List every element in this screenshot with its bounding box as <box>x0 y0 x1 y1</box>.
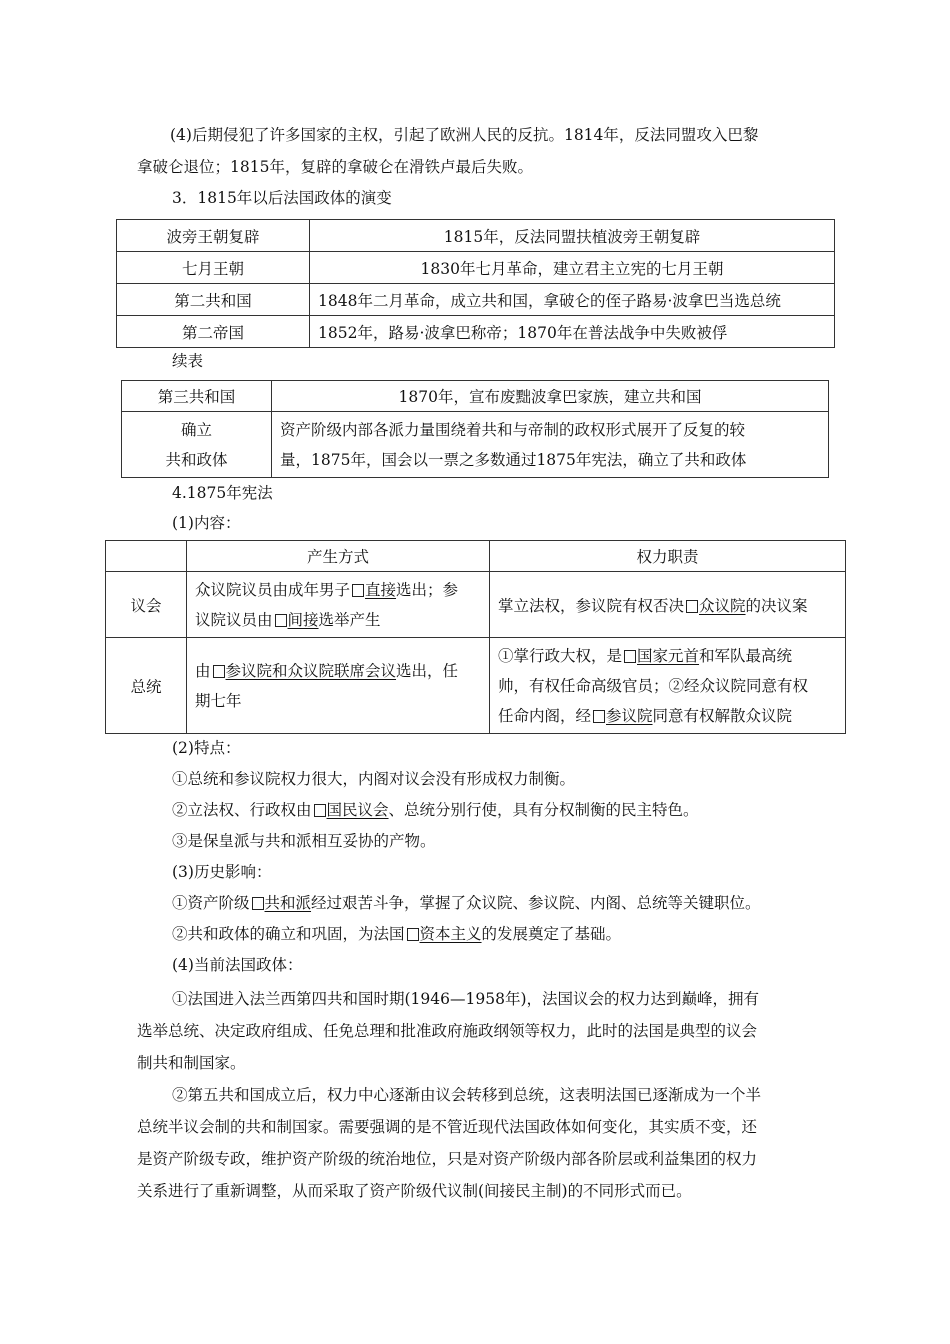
blank-box <box>213 665 225 678</box>
regime-name <box>122 412 272 478</box>
text: 掌立法权，参议院有权否决 <box>498 596 685 615</box>
answer-text: 共和派 <box>264 894 312 912</box>
header-method: 产生方式 <box>187 541 490 572</box>
paragraph-line: 制共和制国家。 <box>137 1054 246 1072</box>
regime-name-line: 确立 <box>180 420 212 439</box>
regime-name-line: 共和政体 <box>165 450 228 469</box>
subsection-label: (1)内容： <box>172 514 241 532</box>
answer-text: 国家元首 <box>637 646 700 665</box>
answer-text: 参议院和众议院联席会议 <box>225 661 397 680</box>
section-title: 3．1815年以后法国政体的演变 <box>172 189 392 207</box>
blank-box <box>352 584 364 597</box>
president-power <box>490 638 846 734</box>
regime-name: 第二共和国 <box>117 284 310 316</box>
parliament-power <box>490 572 846 638</box>
paragraph-line: ①法国进入法兰西第四共和国时期(1946—1958年)，法国议会的权力达到巅峰，拥有 <box>172 990 759 1008</box>
text: 期七年 <box>195 691 242 710</box>
blank-box <box>252 897 264 910</box>
blank-box <box>407 928 419 941</box>
feature-item: ①总统和参议院权力很大，内阁对议会没有形成权力制衡。 <box>172 770 576 788</box>
header-power: 权力职责 <box>490 541 846 572</box>
regime-desc: 1848年二月革命，成立共和国，拿破仑的侄子路易·波拿巴当选总统 <box>310 284 835 316</box>
paragraph-line: (4)后期侵犯了许多国家的主权，引起了欧洲人民的反抗。1814年，反法同盟攻入巴黎 <box>170 126 759 144</box>
regime-desc: 1830年七月革命，建立君主立宪的七月王朝 <box>310 252 835 284</box>
text: 的发展奠定了基础。 <box>481 925 622 943</box>
answer-text: 国民议会 <box>326 801 389 819</box>
blank-box <box>624 650 636 663</box>
subsection-label: (4)当前法国政体： <box>172 956 303 974</box>
continued-label: 续表 <box>172 352 204 370</box>
paragraph-line: 是资产阶级专政，维护资产阶级的统治地位，只是对资产阶级内部各阶层或利益集团的权力 <box>137 1150 758 1168</box>
text: 和军队最高统 <box>699 646 793 665</box>
text: ②立法权、行政权由 <box>172 801 312 819</box>
feature-item <box>172 800 699 820</box>
regime-name: 波旁王朝复辟 <box>117 220 310 252</box>
text: 选出；参 <box>396 580 459 599</box>
regime-desc: 1815年，反法同盟扶植波旁王朝复辟 <box>310 220 835 252</box>
blank-box <box>686 600 698 613</box>
feature-item: ③是保皇派与共和派相互妥协的产物。 <box>172 832 436 850</box>
text: 的决议案 <box>745 596 808 615</box>
regime-table-continued <box>121 380 829 478</box>
text: ②共和政体的确立和巩固，为法国 <box>172 925 405 943</box>
impact-item <box>172 893 761 913</box>
text: 众议院议员由成年男子 <box>195 580 351 599</box>
parliament-method <box>187 572 490 638</box>
impact-item <box>172 924 621 944</box>
regime-desc-line: 量，1875年，国会以一票之多数通过1875年宪法，确立了共和政体 <box>280 450 747 469</box>
regime-desc: 1870年，宣布废黜波拿巴家族，建立共和国 <box>272 381 829 412</box>
text: 议院议员由 <box>195 610 273 629</box>
blank-box <box>275 614 287 627</box>
regime-name: 第三共和国 <box>122 381 272 412</box>
text: 选出，任 <box>396 661 459 680</box>
text: 由 <box>195 661 211 680</box>
subsection-label: (3)历史影响： <box>172 863 272 881</box>
regime-name: 第二帝国 <box>117 316 310 348</box>
president-method <box>187 638 490 734</box>
row-label-president: 总统 <box>106 638 187 734</box>
answer-text: 众议院 <box>699 596 746 615</box>
answer-text: 参议院 <box>606 706 653 725</box>
regime-table <box>116 219 835 348</box>
text: 、总统分别行使，具有分权制衡的民主特色。 <box>388 801 699 819</box>
section-title: 4.1875年宪法 <box>172 484 273 502</box>
regime-name: 七月王朝 <box>117 252 310 284</box>
text: 帅，有权任命高级官员；②经众议院同意有权 <box>498 676 809 695</box>
text: ①掌行政大权，是 <box>498 646 623 665</box>
answer-text: 资本主义 <box>419 925 482 943</box>
paragraph-line: 关系进行了重新调整，从而采取了资产阶级代议制(间接民主制)的不同形式而已。 <box>137 1182 692 1200</box>
text: ①资产阶级 <box>172 894 250 912</box>
text: 选举产生 <box>318 610 381 629</box>
header-empty <box>106 541 187 572</box>
regime-desc: 1852年，路易·波拿巴称帝；1870年在普法战争中失败被俘 <box>310 316 835 348</box>
paragraph-line: ②第五共和国成立后，权力中心逐渐由议会转移到总统，这表明法国已逐渐成为一个半 <box>172 1086 762 1104</box>
text: 同意有权解散众议院 <box>652 706 793 725</box>
constitution-table <box>105 540 846 734</box>
blank-box <box>314 804 326 817</box>
paragraph-line: 拿破仑退位；1815年，复辟的拿破仑在滑铁卢最后失败。 <box>137 158 533 176</box>
regime-desc-line: 资产阶级内部各派力量围绕着共和与帝制的政权形式展开了反复的较 <box>280 420 746 439</box>
row-label-parliament: 议会 <box>106 572 187 638</box>
subsection-label: (2)特点： <box>172 739 241 757</box>
paragraph-line: 总统半议会制的共和制国家。需要强调的是不管近现代法国政体如何变化，其实质不变，还 <box>137 1118 758 1136</box>
paragraph-line: 选举总统、决定政府组成、任免总理和批准政府施政纲领等权力，此时的法国是典型的议会 <box>137 1022 758 1040</box>
answer-text: 间接 <box>287 610 319 629</box>
regime-desc <box>272 412 829 478</box>
text: 经过艰苦斗争，掌握了众议院、参议院、内阁、总统等关键职位。 <box>311 894 761 912</box>
text: 任命内阁，经 <box>498 706 592 725</box>
answer-text: 直接 <box>365 580 397 599</box>
blank-box <box>593 710 605 723</box>
